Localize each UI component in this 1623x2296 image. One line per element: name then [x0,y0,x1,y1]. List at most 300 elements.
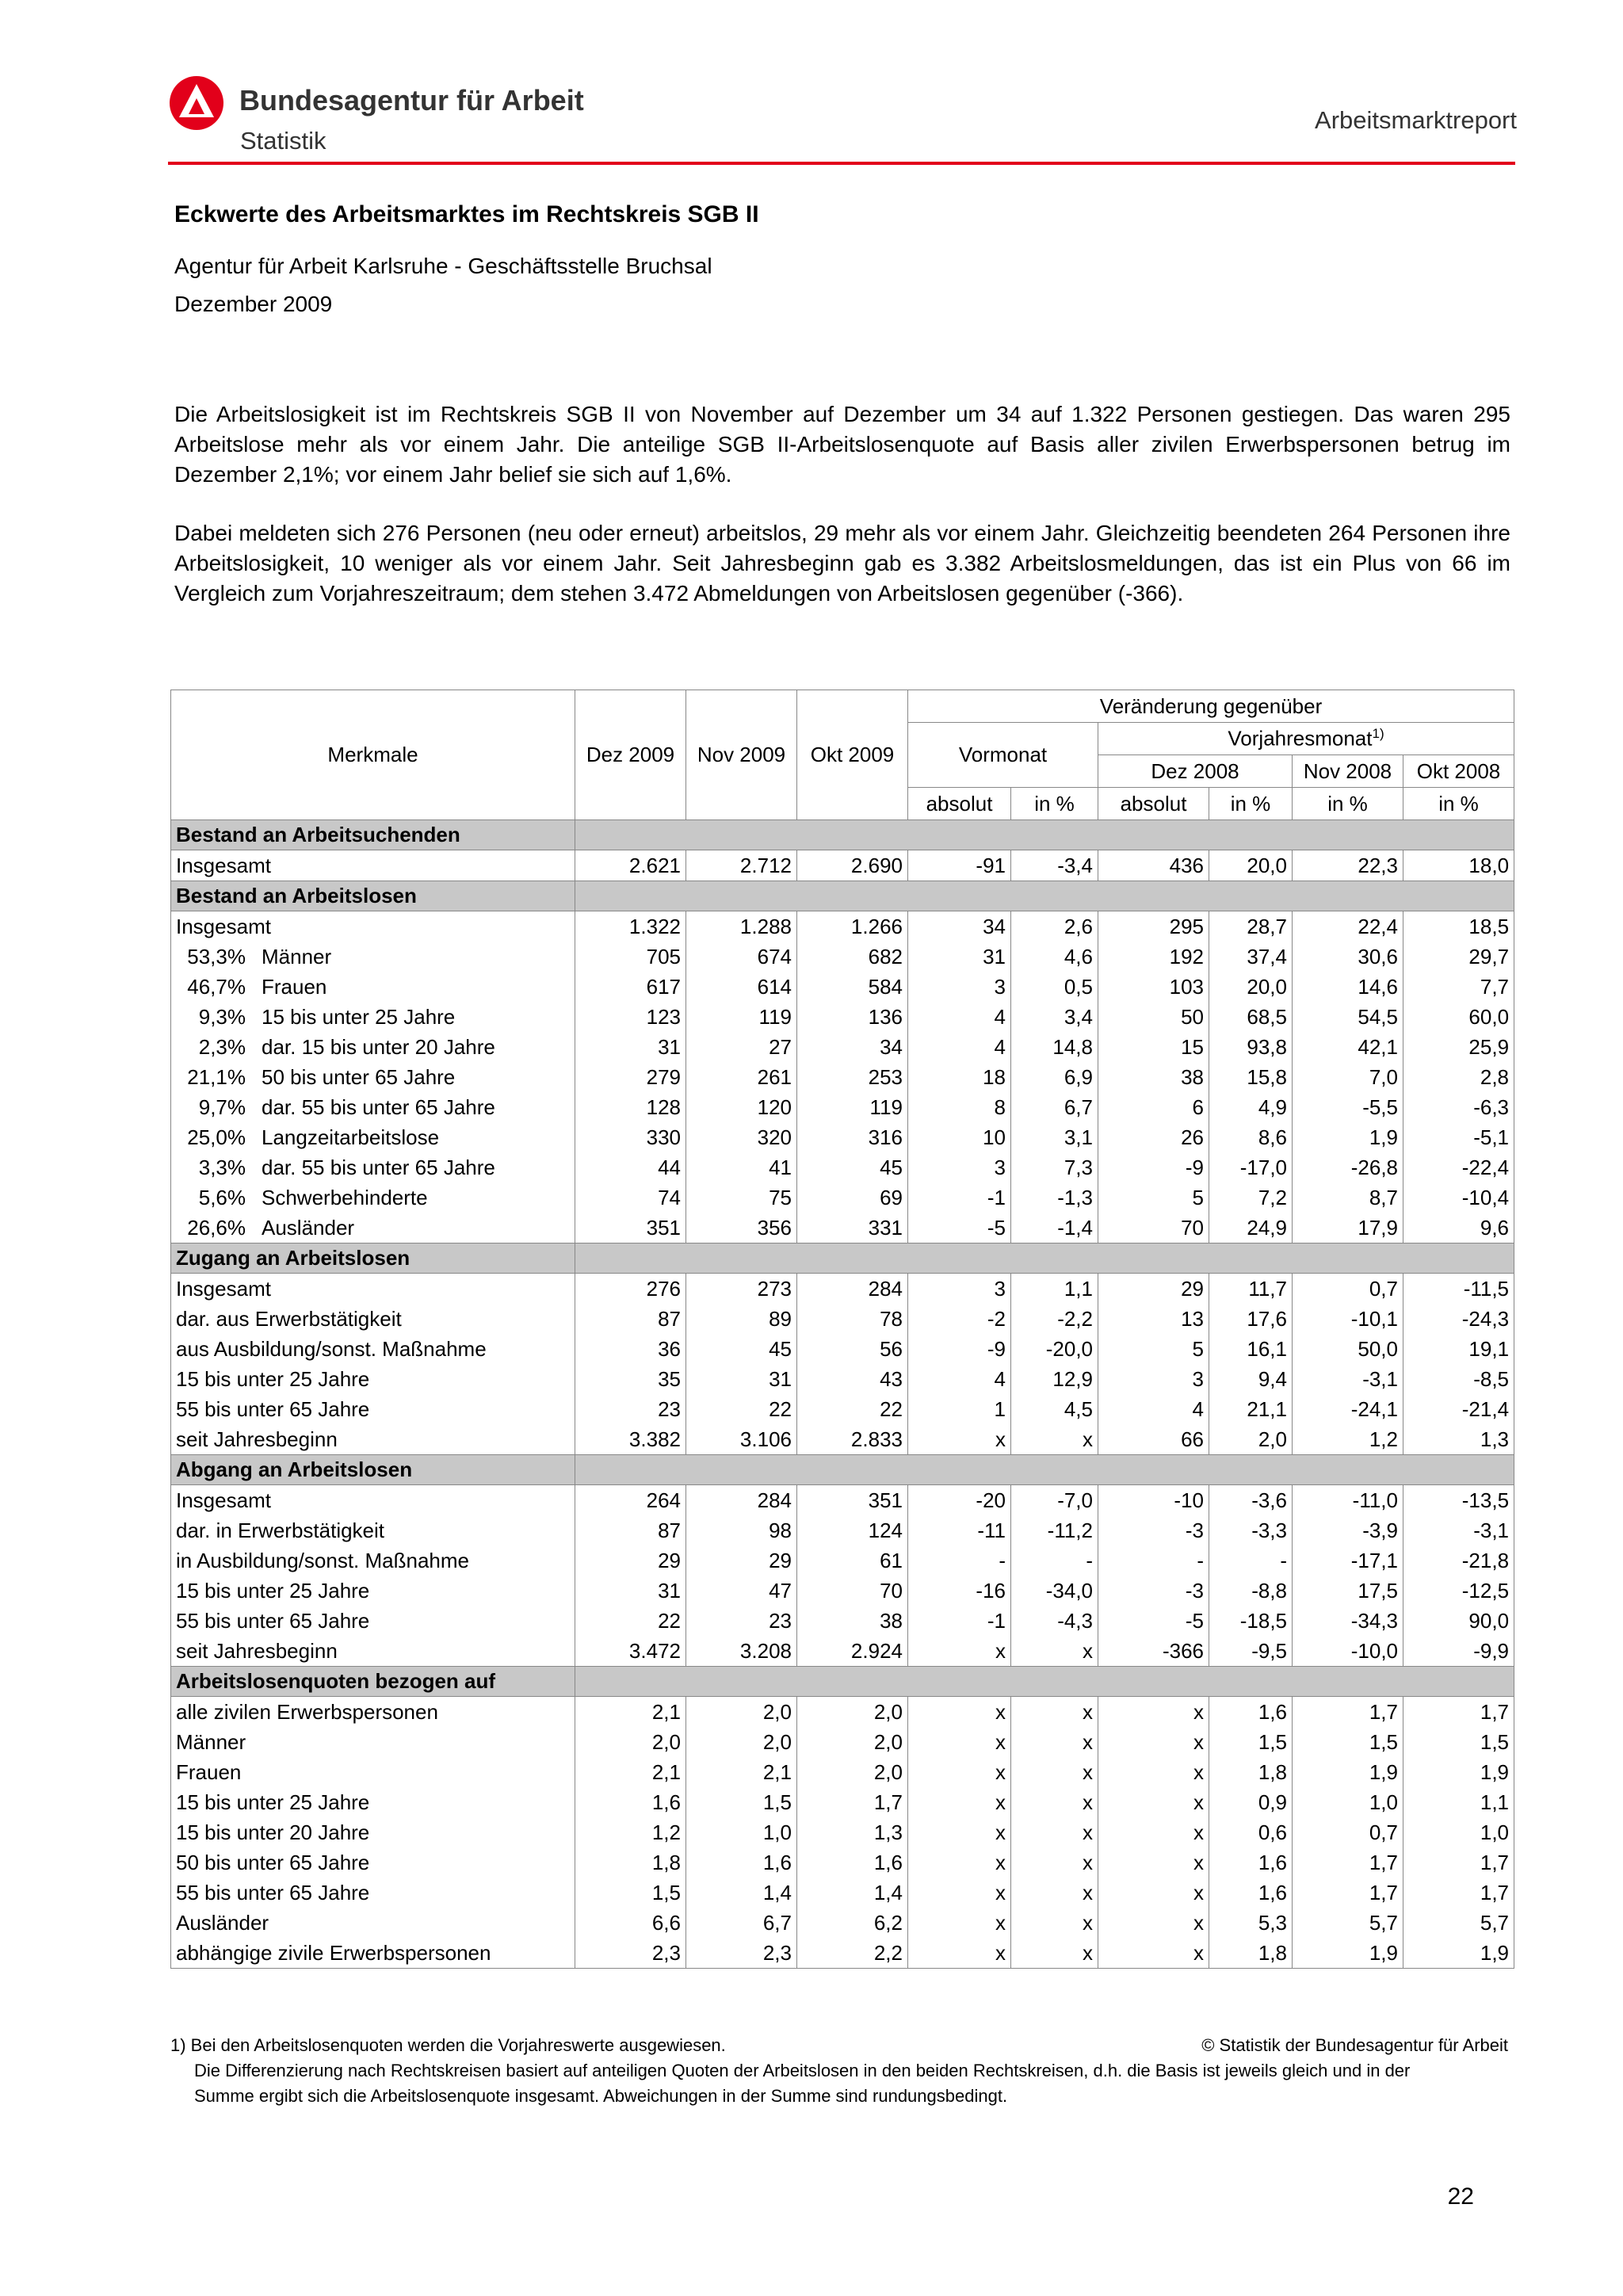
value-cell: 7,3 [1011,1152,1098,1182]
value-cell: -17,0 [1209,1152,1293,1182]
paragraph-2: Dabei meldeten sich 276 Personen (neu oder erneut) arbeitslos, 29 mehr als vor einem Jahr. Gleichzeitig beendeten 264 Personen ihre Arbeitslosigkeit, 10 weniger als vor einem Jahr. Seit Jahresbeginn gab es 3.382 Arbeitslosmeldungen, das ist ein Plus von 66 im Vergleich zum Vorjahreszeitraum; dem stehen 3.472 Abmeldungen von Arbeitslosen gegenüber (-366). [174,521,1510,606]
eckwerte-table [170,690,1514,1969]
value-cell: - [1011,1545,1098,1576]
value-cell: 276 [575,1274,686,1305]
value-cell: 54,5 [1293,1002,1403,1032]
period: Dezember 2009 [174,292,333,316]
value-cell: 38 [797,1606,908,1636]
value-cell: 18 [908,1062,1011,1092]
header-okt2008: Okt 2008 [1403,755,1514,788]
value-cell: 34 [797,1032,908,1062]
value-cell: 3 [908,972,1011,1002]
value-cell: 1,4 [797,1878,908,1908]
header-nov2009: Nov 2009 [686,690,797,820]
value-cell: 5 [1098,1334,1209,1364]
value-cell: 1,9 [1293,1122,1403,1152]
row-label-cell [171,1304,575,1334]
row-label-cell [171,1847,575,1878]
value-cell: x [1011,1817,1098,1847]
value-cell: 1,6 [1209,1697,1293,1728]
share-percent: 46,7% [187,974,246,999]
value-cell: -34,3 [1293,1606,1403,1636]
value-cell: -9,9 [1403,1636,1514,1667]
row-label: Ausländer [176,1910,269,1935]
value-cell: - [1209,1545,1293,1576]
value-cell: 23 [575,1394,686,1424]
value-cell: 18,0 [1403,850,1514,881]
value-cell: 4,5 [1011,1394,1098,1424]
value-cell: -3,9 [1293,1515,1403,1545]
value-cell: x [908,1787,1011,1817]
table-row [171,1606,1514,1636]
value-cell: -5,5 [1293,1092,1403,1122]
row-label: dar. 55 bis unter 65 Jahre [262,1095,495,1119]
value-cell: 124 [797,1515,908,1545]
row-label-cell [171,942,575,972]
row-label-cell [171,1757,575,1787]
value-cell: 1,2 [1293,1424,1403,1455]
footnote-2: Die Differenzierung nach Rechtskreisen basiert auf anteiligen Quoten der Arbeitslosen in den beiden Rechtskreisen, d.h. die Basis ist jeweils gleich und in der [194,2061,1411,2080]
value-cell: 6,6 [575,1908,686,1938]
row-label-cell [171,1485,575,1516]
value-cell: 7,2 [1209,1182,1293,1213]
table-row [171,1878,1514,1908]
value-cell: x [1011,1847,1098,1878]
value-cell: 18,5 [1403,911,1514,942]
value-cell: 3.472 [575,1636,686,1667]
page-title: Eckwerte des Arbeitsmarktes im Rechtskreis SGB II [174,201,759,227]
value-cell: 10 [908,1122,1011,1152]
value-cell: x [1011,1424,1098,1455]
value-cell: 3 [908,1152,1011,1182]
value-cell: 9,4 [1209,1364,1293,1394]
row-label-cell [171,1636,575,1667]
table-row [171,1334,1514,1364]
value-cell: 123 [575,1002,686,1032]
value-cell: 35 [575,1364,686,1394]
value-cell: 284 [686,1485,797,1516]
value-cell: 2.621 [575,850,686,881]
value-cell: 13 [1098,1304,1209,1334]
value-cell: x [1011,1636,1098,1667]
value-cell: -6,3 [1403,1092,1514,1122]
value-cell: 69 [797,1182,908,1213]
value-cell: 1,9 [1403,1938,1514,1969]
value-cell: 3,1 [1011,1122,1098,1152]
value-cell: 70 [797,1576,908,1606]
value-cell: 34 [908,911,1011,942]
value-cell: -10,1 [1293,1304,1403,1334]
value-cell: 1,8 [1209,1757,1293,1787]
header-merkmale: Merkmale [171,690,575,820]
value-cell: -17,1 [1293,1545,1403,1576]
table-row [171,1394,1514,1424]
value-cell: 436 [1098,850,1209,881]
value-cell: 4 [1098,1394,1209,1424]
row-label: 55 bis unter 65 Jahre [176,1880,370,1904]
row-label-cell [171,1092,575,1122]
value-cell: 1,5 [1403,1727,1514,1757]
section-label: Arbeitslosenquoten bezogen auf [171,1667,575,1697]
row-label-cell [171,972,575,1002]
value-cell: -4,3 [1011,1606,1098,1636]
value-cell: 4 [908,1364,1011,1394]
value-cell: 351 [575,1213,686,1244]
row-label: dar. aus Erwerbstätigkeit [176,1306,402,1331]
value-cell: 5 [1098,1182,1209,1213]
value-cell: -9 [908,1334,1011,1364]
value-cell: x [1011,1878,1098,1908]
value-cell: 1,6 [1209,1847,1293,1878]
table-row [171,1757,1514,1787]
value-cell: 19,1 [1403,1334,1514,1364]
value-cell: 128 [575,1092,686,1122]
row-label: Insgesamt [176,914,271,938]
value-cell: x [1098,1727,1209,1757]
header-dez2008: Dez 2008 [1098,755,1293,788]
value-cell: 74 [575,1182,686,1213]
value-cell: 5,3 [1209,1908,1293,1938]
row-label-cell [171,1878,575,1908]
value-cell: 2,0 [1209,1424,1293,1455]
table-row [171,1727,1514,1757]
value-cell: -34,0 [1011,1576,1098,1606]
value-cell: 2,1 [575,1697,686,1728]
value-cell: 120 [686,1092,797,1122]
footnote-mark: 1) [1372,726,1384,742]
value-cell: 1,9 [1293,1938,1403,1969]
value-cell: 136 [797,1002,908,1032]
value-cell: 31 [908,942,1011,972]
table-row [171,1938,1514,1969]
footnote-1: 1) Bei den Arbeitslosenquoten werden die Vorjahreswerte ausgewiesen. [170,2035,726,2055]
value-cell: 119 [686,1002,797,1032]
section-label: Bestand an Arbeitslosen [171,881,575,911]
header-absolut-vj: absolut [1098,788,1209,820]
header-vorjahresmonat: Vorjahresmonat$^{1)}$ [1098,723,1514,755]
table-row [171,850,1514,881]
value-cell: 20,0 [1209,850,1293,881]
table-row [171,1213,1514,1244]
value-cell: 31 [686,1364,797,1394]
value-cell: 273 [686,1274,797,1305]
value-cell: 68,5 [1209,1002,1293,1032]
value-cell: x [1098,1757,1209,1787]
row-label: in Ausbildung/sonst. Maßnahme [176,1548,469,1572]
share-percent: 9,7% [198,1095,246,1119]
value-cell: x [1098,1847,1209,1878]
row-label: abhängige zivile Erwerbspersonen [176,1940,491,1965]
value-cell: 20,0 [1209,972,1293,1002]
value-cell: -366 [1098,1636,1209,1667]
section-row [171,881,1514,911]
value-cell: 2,0 [575,1727,686,1757]
header-inpct-dez2008: in % [1209,788,1293,820]
org-name: Bundesagentur für Arbeit [239,84,584,117]
row-label-cell [171,1032,575,1062]
value-cell: x [1011,1787,1098,1817]
value-cell: 0,5 [1011,972,1098,1002]
value-cell: -11,5 [1403,1274,1514,1305]
section-row [171,1244,1514,1274]
row-label: 50 bis unter 65 Jahre [176,1850,370,1874]
section-label: Zugang an Arbeitslosen [171,1244,575,1274]
value-cell: 1,7 [1293,1697,1403,1728]
row-label-cell [171,1606,575,1636]
value-cell: -9 [1098,1152,1209,1182]
value-cell: 119 [797,1092,908,1122]
agency: Agentur für Arbeit Karlsruhe - Geschäftsstelle Bruchsal [174,254,712,278]
value-cell: 22 [797,1394,908,1424]
value-cell: 0,9 [1209,1787,1293,1817]
value-cell: 330 [575,1122,686,1152]
value-cell: 2.833 [797,1424,908,1455]
value-cell: 37,4 [1209,942,1293,972]
value-cell: 38 [1098,1062,1209,1092]
value-cell: x [908,1817,1011,1847]
row-label-cell [171,1274,575,1305]
value-cell: 2,0 [797,1757,908,1787]
value-cell: 50 [1098,1002,1209,1032]
row-label: 15 bis unter 25 Jahre [262,1004,456,1029]
value-cell: 22 [686,1394,797,1424]
row-label: Frauen [262,974,327,999]
value-cell: 1,0 [1403,1817,1514,1847]
row-label-cell [171,1697,575,1728]
value-cell: 27 [686,1032,797,1062]
value-cell: -20,0 [1011,1334,1098,1364]
value-cell: x [908,1757,1011,1787]
table-row [171,1545,1514,1576]
value-cell: 1,7 [1403,1847,1514,1878]
value-cell: 78 [797,1304,908,1334]
value-cell: 2,0 [797,1727,908,1757]
value-cell: 1,7 [797,1787,908,1817]
value-cell: 295 [1098,911,1209,942]
row-label: Frauen [176,1759,242,1784]
value-cell: -11,2 [1011,1515,1098,1545]
value-cell: x [1011,1908,1098,1938]
value-cell: 1.266 [797,911,908,942]
value-cell: -8,5 [1403,1364,1514,1394]
section-row [171,1667,1514,1697]
share-percent: 21,1% [187,1064,246,1089]
share-percent: 2,3% [198,1034,246,1059]
row-label-cell [171,1334,575,1364]
header-inpct-nov2008: in % [1293,788,1403,820]
value-cell: -1 [908,1182,1011,1213]
value-cell: -7,0 [1011,1485,1098,1516]
value-cell: 6,7 [686,1908,797,1938]
value-cell: 41 [686,1152,797,1182]
section-row [171,820,1514,850]
value-cell: 2.690 [797,850,908,881]
value-cell: 25,9 [1403,1032,1514,1062]
value-cell: 2,0 [797,1697,908,1728]
value-cell: 3.382 [575,1424,686,1455]
value-cell: 14,6 [1293,972,1403,1002]
value-cell: -20 [908,1485,1011,1516]
value-cell: -3,3 [1209,1515,1293,1545]
row-label: dar. 55 bis unter 65 Jahre [262,1155,495,1179]
value-cell: 3,4 [1011,1002,1098,1032]
header-dez2009: Dez 2009 [575,690,686,820]
value-cell: 1,5 [1209,1727,1293,1757]
value-cell: 60,0 [1403,1002,1514,1032]
value-cell: x [908,1908,1011,1938]
table-row [171,942,1514,972]
row-label: Insgesamt [176,1488,271,1512]
value-cell: 2.924 [797,1636,908,1667]
value-cell: 4,9 [1209,1092,1293,1122]
row-label: dar. 15 bis unter 20 Jahre [262,1034,495,1059]
value-cell: 192 [1098,942,1209,972]
value-cell: 331 [797,1213,908,1244]
row-label-cell [171,1545,575,1576]
value-cell: 8 [908,1092,1011,1122]
value-cell: 1,5 [686,1787,797,1817]
value-cell: -2,2 [1011,1304,1098,1334]
value-cell: -3,4 [1011,850,1098,881]
value-cell: -22,4 [1403,1152,1514,1182]
value-cell: 17,5 [1293,1576,1403,1606]
table-row [171,1697,1514,1728]
value-cell: 45 [686,1334,797,1364]
table-row [171,1092,1514,1122]
row-label: aus Ausbildung/sonst. Maßnahme [176,1336,487,1361]
value-cell: 1,4 [686,1878,797,1908]
value-cell: 16,1 [1209,1334,1293,1364]
share-percent: 53,3% [187,944,246,968]
row-label-cell [171,1787,575,1817]
value-cell: 89 [686,1304,797,1334]
value-cell: -10,4 [1403,1182,1514,1213]
value-cell: 29 [686,1545,797,1576]
table-row [171,1787,1514,1817]
value-cell: -1 [908,1606,1011,1636]
value-cell: 44 [575,1152,686,1182]
section-label: Bestand an Arbeitsuchenden [171,820,575,850]
share-percent: 9,3% [198,1004,246,1029]
value-cell: 22,4 [1293,911,1403,942]
row-label: 15 bis unter 20 Jahre [176,1820,370,1844]
value-cell: -9,5 [1209,1636,1293,1667]
value-cell: x [1098,1697,1209,1728]
share-percent: 26,6% [187,1215,246,1240]
value-cell: -5,1 [1403,1122,1514,1152]
value-cell: 320 [686,1122,797,1152]
value-cell: -13,5 [1403,1485,1514,1516]
value-cell: 15 [1098,1032,1209,1062]
row-label-cell [171,1817,575,1847]
value-cell: 50,0 [1293,1334,1403,1364]
header-vormonat: Vormonat [908,723,1098,788]
row-label: Schwerbehinderte [262,1185,428,1209]
row-label: Männer [176,1729,246,1754]
value-cell: 2,1 [575,1757,686,1787]
value-cell: - [1098,1545,1209,1576]
value-cell: 8,6 [1209,1122,1293,1152]
value-cell: 3 [908,1274,1011,1305]
value-cell: x [908,1938,1011,1969]
header-veraenderung: Veränderung gegenüber [908,690,1514,723]
value-cell: 261 [686,1062,797,1092]
value-cell: 87 [575,1515,686,1545]
value-cell: 93,8 [1209,1032,1293,1062]
value-cell: 1,9 [1293,1757,1403,1787]
value-cell: 43 [797,1364,908,1394]
value-cell: -91 [908,850,1011,881]
header-inpct-vm: in % [1011,788,1098,820]
row-label-cell [171,1364,575,1394]
section-row [171,1455,1514,1485]
value-cell: x [1098,1878,1209,1908]
value-cell: 8,7 [1293,1182,1403,1213]
value-cell: 253 [797,1062,908,1092]
copyright: © Statistik der Bundesagentur für Arbeit [1201,2035,1508,2055]
value-cell: 7,7 [1403,972,1514,1002]
row-label: 15 bis unter 25 Jahre [176,1366,370,1391]
table-row [171,1817,1514,1847]
value-cell: 98 [686,1515,797,1545]
row-label-cell [171,1938,575,1969]
value-cell: 29 [575,1545,686,1576]
header-nov2008: Nov 2008 [1293,755,1403,788]
value-cell: 617 [575,972,686,1002]
row-label-cell [171,1152,575,1182]
value-cell: 23 [686,1606,797,1636]
value-cell: -26,8 [1293,1152,1403,1182]
value-cell: 1.288 [686,911,797,942]
paragraph-1: Die Arbeitslosigkeit ist im Rechtskreis SGB II von November auf Dezember um 34 auf 1.322 Personen gestiegen. Das waren 295 Arbeitslose mehr als vor einem Jahr. Die anteilige SGB II-Arbeitslosenquote auf Basis aller zivilen Erwerbspersonen betrug im Dezember 2,1%; vor einem Jahr belief sie sich auf 1,6%. [174,402,1510,487]
footnote-3: Summe ergibt sich die Arbeitslosenquote insgesamt. Abweichungen in der Summe sind rundungsbedingt. [194,2086,1008,2106]
row-label-cell [171,911,575,942]
value-cell: -1,4 [1011,1213,1098,1244]
row-label: Männer [262,944,332,968]
value-cell: 351 [797,1485,908,1516]
table-row [171,1424,1514,1455]
row-label-cell [171,1122,575,1152]
value-cell: 1,6 [1209,1878,1293,1908]
value-cell: 1,2 [575,1817,686,1847]
value-cell: -10,0 [1293,1636,1403,1667]
value-cell: 2,3 [575,1938,686,1969]
value-cell: 1,0 [686,1817,797,1847]
value-cell: x [908,1424,1011,1455]
table-row [171,1062,1514,1092]
value-cell: -3,6 [1209,1485,1293,1516]
value-cell: 4,6 [1011,942,1098,972]
header-divider [168,162,1515,165]
header-okt2009: Okt 2009 [797,690,908,820]
section-fill [575,1244,1514,1274]
value-cell: 47 [686,1576,797,1606]
value-cell: 31 [575,1032,686,1062]
value-cell: x [1011,1938,1098,1969]
value-cell: 1,1 [1011,1274,1098,1305]
row-label-cell [171,1062,575,1092]
row-label: 55 bis unter 65 Jahre [176,1396,370,1421]
value-cell: -5 [908,1213,1011,1244]
value-cell: 4 [908,1002,1011,1032]
row-label-cell [171,1182,575,1213]
value-cell: 1,6 [686,1847,797,1878]
value-cell: 1,6 [575,1787,686,1817]
value-cell: x [1011,1727,1098,1757]
value-cell: 2,8 [1403,1062,1514,1092]
value-cell: 87 [575,1304,686,1334]
share-percent: 5,6% [198,1185,246,1209]
